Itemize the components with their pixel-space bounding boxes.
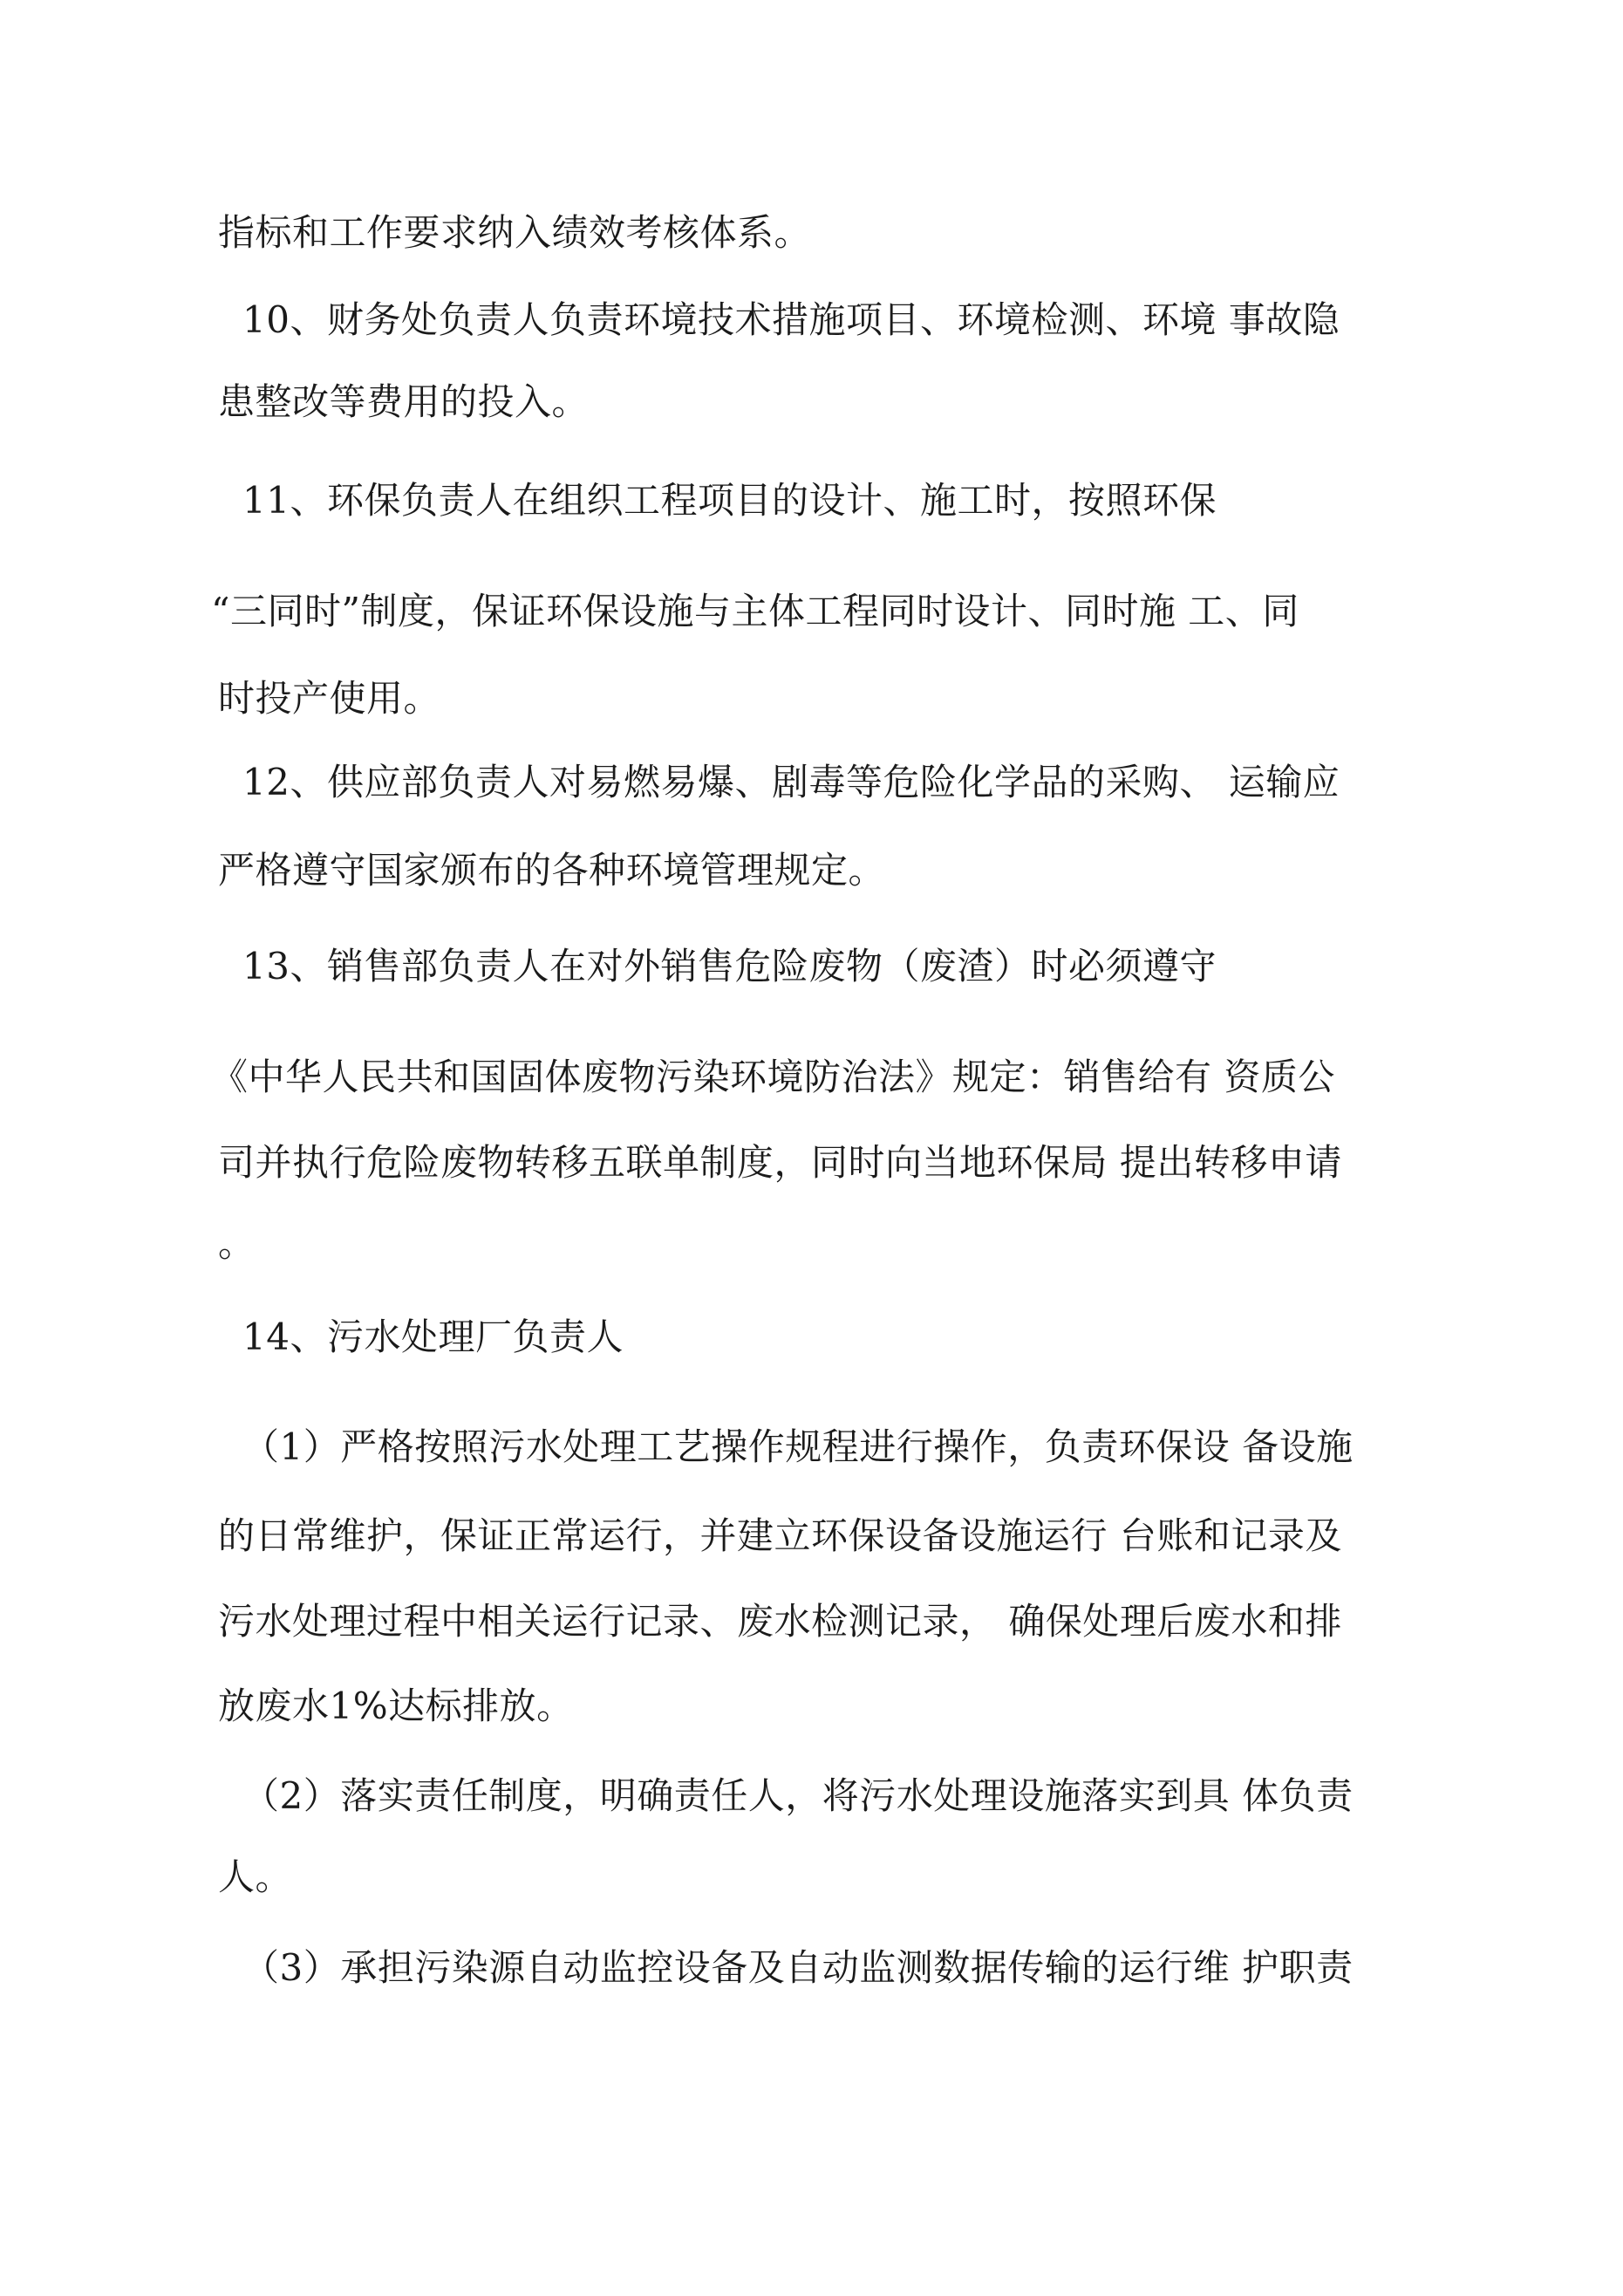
text-line: “三同时”制度，保证环保设施与主体工程同时设计、同时施 工、同 [211,590,1299,632]
text-line: 的日常维护，保证正常运行，并建立环保设备设施运行 台账和记录及 [218,1514,1342,1557]
text-line: 12、供应部负责人对易燃易爆、剧毒等危险化学品的采购、 运输应 [242,761,1340,803]
text-line: 《中华人民共和国固体废物污染环境防治法》规定：销售给有 资质公 [211,1056,1335,1098]
text-line: 11、环保负责人在组织工程项目的设计、施工时，按照环保 [242,479,1217,522]
text-line: 人。 [218,1855,293,1898]
text-line: 严格遵守国家颁布的各种环境管理规定。 [218,849,886,892]
text-line: 14、污水处理厂负责人 [242,1315,624,1358]
text-line: （2）落实责任制度，明确责任人，将污水处理设施落实到具 体负责 [242,1774,1354,1817]
text-line: 司并执行危险废物转移五联单制度，同时向当地环保局 提出转移申请 [218,1141,1342,1184]
text-line: 。 [218,1222,256,1265]
text-line: 放废水1%达标排放。 [218,1684,574,1727]
text-line: 患整改等费用的投入。 [218,380,590,423]
text-line: （3）承担污染源自动监控设备及自动监测数据传输的运行维 护职责 [242,1946,1354,1989]
text-line: 污水处理过程中相关运行记录、废水检测记录， 确保处理后废水和排 [218,1600,1342,1643]
text-line: 13、销售部负责人在对外销售危险废物（废渣）时必须遵守 [242,945,1217,987]
text-line: 10、财务处负责人负责环境技术措施项目、环境检测、环境 事故隐 [242,298,1340,341]
text-line: 指标和工作要求纳入绩效考核体系。 [218,211,812,254]
text-line: 时投产使用。 [218,677,441,720]
text-line: （1）严格按照污水处理工艺操作规程进行操作，负责环保设 备设施 [242,1425,1354,1468]
